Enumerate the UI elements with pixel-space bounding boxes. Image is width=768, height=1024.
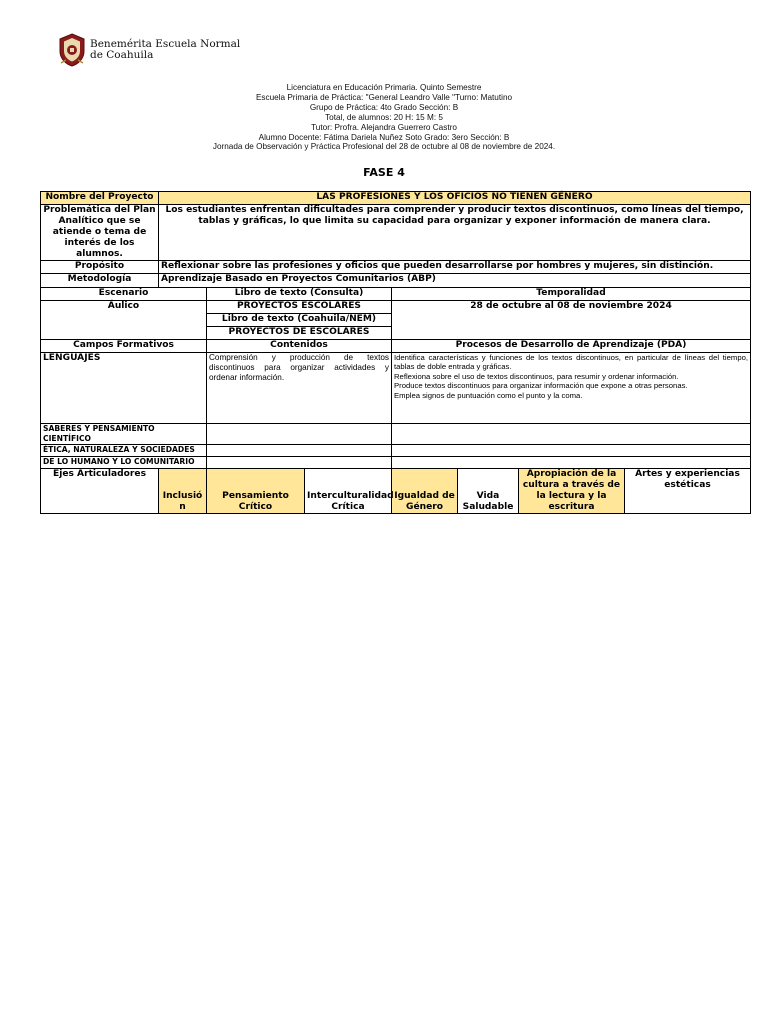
- logo-line-2: de Coahuila: [90, 49, 154, 61]
- empty-cell: [207, 445, 392, 457]
- pda-line: Identifica características y funciones de los textos discontinuos, en particular de líneas del tiempo, tablas de doble entrada y gráficas.: [394, 353, 749, 372]
- table-row: [41, 353, 751, 424]
- empty-cell: [392, 457, 751, 469]
- metodologia-value: Aprendizaje Basado en Proyectos Comunitarios (ABP): [159, 274, 751, 288]
- empty-cell: [207, 457, 392, 469]
- proyectos-escolares: PROYECTOS ESCOLARES: [207, 301, 392, 314]
- eje-vida: Vida Saludable: [458, 469, 519, 514]
- problematica-value: Los estudiantes enfrentan dificultades para comprender y producir textos discontinuos, como líneas del tiempo, tablas y gráficas, lo que limita su capacidad para organizar y exponer información de manera clara.: [159, 205, 751, 261]
- eje-igualdad: Igualdad de Género: [392, 469, 458, 514]
- empty-cell: [207, 424, 392, 445]
- empty-cell: [392, 445, 751, 457]
- eje-artes: Artes y experiencias estéticas: [625, 469, 751, 514]
- campo-lenguajes: LENGUAJES: [41, 353, 207, 424]
- header-line: Escuela Primaria de Práctica: "General Leandro Valle "Turno: Matutino: [255, 92, 513, 102]
- libro-coahuila: Libro de texto (Coahuila/NEM): [207, 314, 392, 327]
- fase-title: FASE 4: [363, 166, 405, 179]
- proyectos-de-escolares: PROYECTOS DE ESCOLARES: [207, 327, 392, 340]
- campo-etica: ÉTICA, NATURALEZA Y SOCIEDADES: [41, 445, 207, 457]
- table-row: [41, 274, 751, 288]
- table-row: [41, 261, 751, 274]
- table-row: [41, 457, 751, 469]
- nombre-value: LAS PROFESIONES Y LOS OFICIOS NO TIENEN GÉNERO: [159, 192, 751, 205]
- header-line: Licenciatura en Educación Primaria. Quinto Semestre: [286, 83, 482, 92]
- table-row: [41, 301, 751, 314]
- campo-saberes: SABERES Y PENSAMIENTO CIENTÍFICO: [41, 424, 207, 445]
- pda-line: Emplea signos de puntuación como el punto y la coma.: [394, 390, 583, 400]
- proposito-label: Propósito: [41, 261, 159, 274]
- ejes-label: Ejes Articuladores: [41, 469, 159, 514]
- header-line: Total, de alumnos: 20 H: 15 M: 5: [325, 112, 443, 122]
- temporalidad-value: 28 de octubre al 08 de noviembre 2024: [392, 301, 751, 340]
- metodologia-label: Metodología: [41, 274, 159, 288]
- eje-inclusion: Inclusión: [159, 469, 207, 514]
- table-row: [41, 205, 751, 261]
- escenario-label: Escenario: [41, 288, 207, 301]
- table-row: [41, 192, 751, 205]
- escenario-value: Áulico: [41, 301, 207, 340]
- problematica-label: Problemática del Plan Analítico que se atiende o tema de interés de los alumnos.: [41, 205, 159, 261]
- table-row: [41, 340, 751, 353]
- logo-line-1: Benemérita Escuela Normal: [90, 38, 241, 50]
- header-info: [0, 83, 768, 152]
- table-row: [41, 288, 751, 301]
- planning-table: [40, 191, 751, 514]
- nombre-label: Nombre del Proyecto: [41, 192, 159, 205]
- school-logo: [58, 33, 240, 67]
- header-line: Tutor: Profra. Alejandra Guerrero Castro: [311, 122, 457, 132]
- temporalidad-label: Temporalidad: [392, 288, 751, 301]
- campos-label: Campos Formativos: [41, 340, 207, 353]
- pda-value: [392, 353, 751, 424]
- pda-line: Produce textos discontinuos para organizar información que expone a otras personas.: [394, 381, 688, 391]
- eje-interculturalidad: Interculturalidad Crítica: [305, 469, 392, 514]
- eje-apropiacion: Apropiación de la cultura a través de la lectura y la escritura: [519, 469, 625, 514]
- header-line: Jornada de Observación y Práctica Profesional del 28 de octubre al 08 de noviembre de 2024.: [212, 142, 556, 152]
- table-row: [41, 445, 751, 457]
- contenidos-label: Contenidos: [207, 340, 392, 353]
- contenido-value: Comprensión y producción de textos discontinuos para organizar actividades y ordenar información.: [207, 353, 392, 424]
- table-row: [41, 424, 751, 445]
- header-line: Alumno Docente: Fátima Dariela Nuñez Soto Grado: 3ero Sección: B: [258, 132, 510, 142]
- campo-humano: DE LO HUMANO Y LO COMUNITARIO: [41, 457, 207, 469]
- header-line: Grupo de Práctica: 4to Grado Sección: B: [309, 102, 459, 112]
- eje-pensamiento: Pensamiento Crítico: [207, 469, 305, 514]
- libro-consulta-label: Libro de texto (Consulta): [207, 288, 392, 301]
- proposito-value: Reflexionar sobre las profesiones y oficios que pueden desarrollarse por hombres y mujeres, sin distinción.: [159, 261, 751, 274]
- school-seal-icon: [58, 33, 86, 67]
- table-row: [41, 469, 751, 514]
- empty-cell: [392, 424, 751, 445]
- pda-line: Reflexiona sobre el uso de textos discontinuos, para resumir y ordenar información.: [394, 371, 679, 381]
- pda-label: Procesos de Desarrollo de Aprendizaje (PDA): [392, 340, 751, 353]
